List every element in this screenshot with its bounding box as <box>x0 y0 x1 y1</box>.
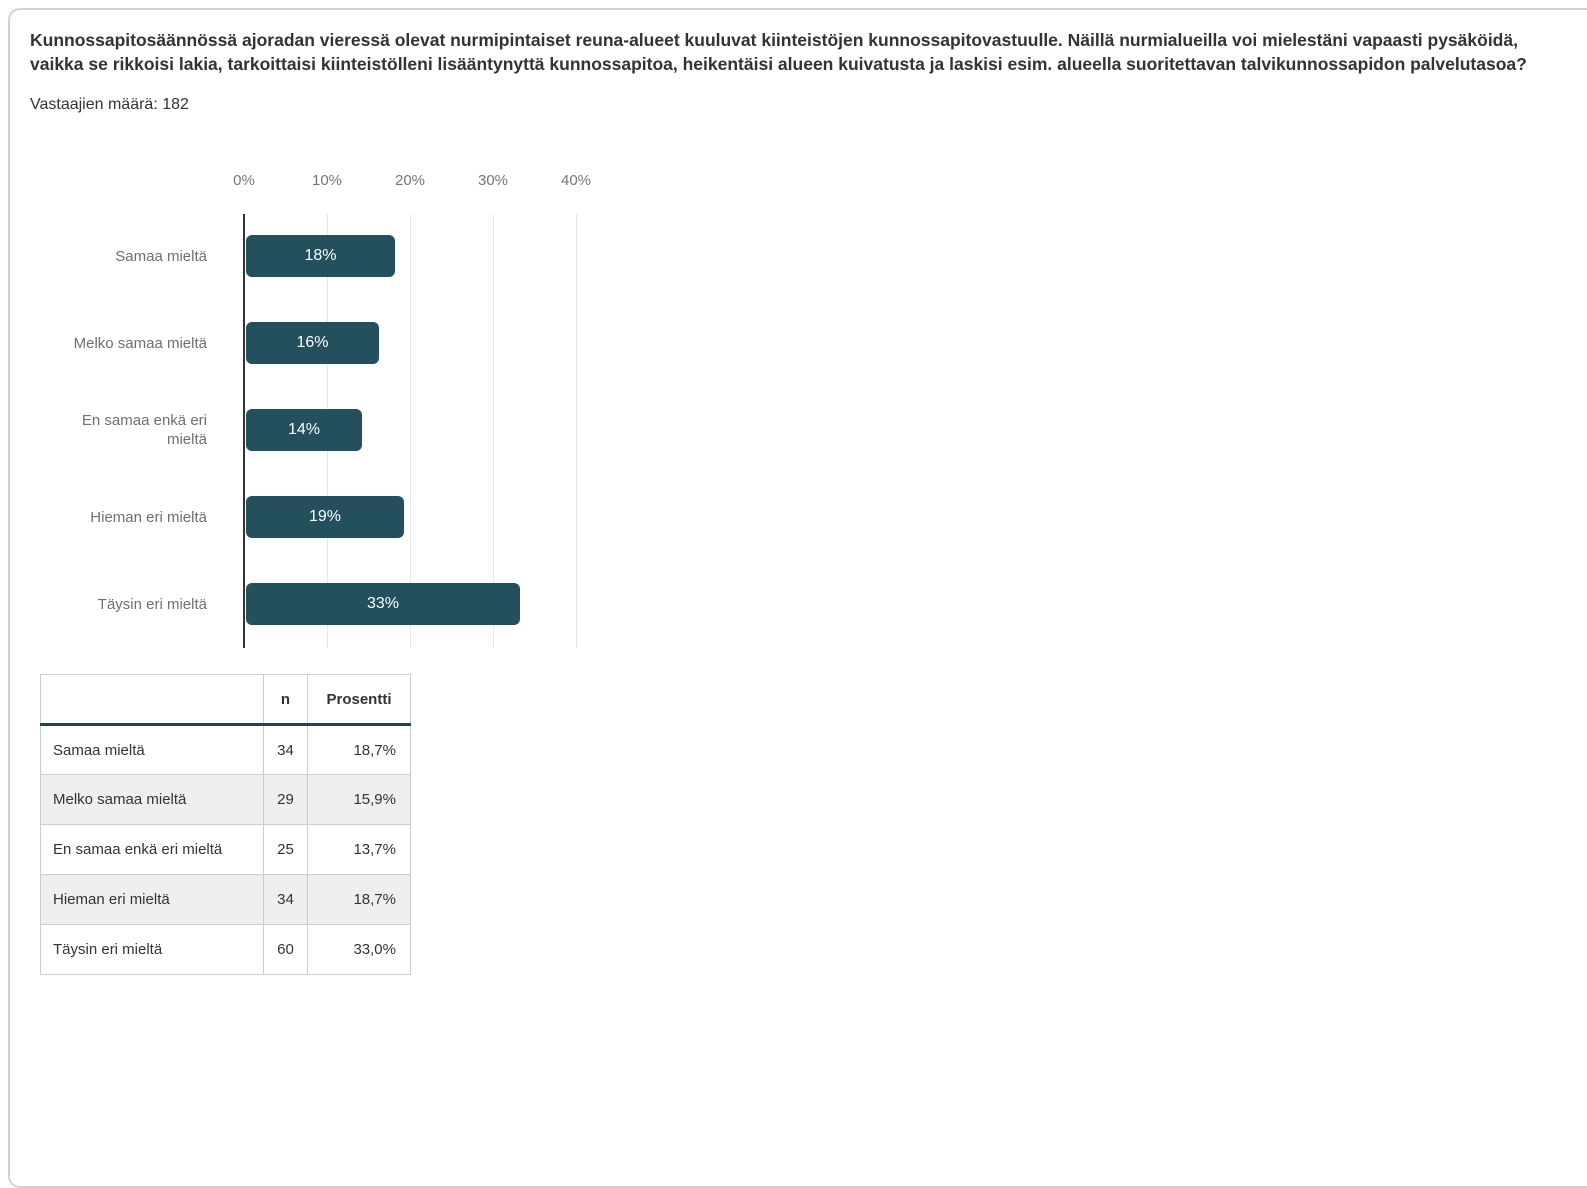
table-cell: 34 <box>264 875 308 925</box>
table-header-row <box>41 675 411 725</box>
table-cell: 18,7% <box>308 725 411 775</box>
table-cell: 29 <box>264 775 308 825</box>
table-header-cell: n <box>264 675 308 725</box>
bar <box>246 322 379 364</box>
bar-value-label: 14% <box>287 421 321 438</box>
table-cell: Melko samaa mieltä <box>41 775 264 825</box>
x-axis-tick-label: 20% <box>394 172 426 189</box>
table-row <box>41 775 411 825</box>
report-content <box>10 10 1587 975</box>
results-table-head <box>41 675 411 725</box>
table-cell: 18,7% <box>308 875 411 925</box>
table-cell: 13,7% <box>308 825 411 875</box>
bar-value-label: 33% <box>366 595 400 612</box>
table-cell: 15,9% <box>308 775 411 825</box>
table-header-cell: Prosentti <box>308 675 411 725</box>
x-axis-tick-label: 0% <box>233 172 255 189</box>
table-cell: Täysin eri mieltä <box>41 925 264 975</box>
bar <box>246 496 404 538</box>
table-cell: 25 <box>264 825 308 875</box>
x-axis-tick-label: 30% <box>477 172 509 189</box>
table-row <box>41 825 411 875</box>
x-axis-tick-label: 10% <box>311 172 343 189</box>
category-label: Täysin eri mieltä <box>97 595 207 613</box>
gridline <box>576 214 577 648</box>
table-header-cell <box>41 675 264 725</box>
table-row <box>41 725 411 775</box>
table-cell: 33,0% <box>308 925 411 975</box>
x-axis-tick-label: 40% <box>560 172 592 189</box>
bar-chart <box>30 166 1587 666</box>
table-cell: Samaa mieltä <box>41 725 264 775</box>
table-cell: 34 <box>264 725 308 775</box>
bar <box>246 409 362 451</box>
table-row <box>41 925 411 975</box>
bar-value-label: 18% <box>304 247 337 264</box>
category-label: Hieman eri mieltä <box>90 508 207 526</box>
table-cell: 60 <box>264 925 308 975</box>
bar <box>246 235 395 277</box>
respondents-count: Vastaajien määrä: 182 <box>30 96 189 113</box>
category-label: Melko samaa mieltä <box>73 334 207 352</box>
report-panel <box>8 8 1587 1188</box>
category-label: En samaa enkä eri mieltä <box>81 412 207 448</box>
bar-value-label: 19% <box>308 508 342 525</box>
category-label: Samaa mieltä <box>115 247 207 265</box>
results-table-body <box>41 725 411 975</box>
results-table <box>40 674 411 975</box>
table-cell: En samaa enkä eri mieltä <box>41 825 264 875</box>
bar-value-label: 16% <box>296 334 329 351</box>
bar <box>246 583 520 625</box>
table-row <box>41 875 411 925</box>
question-title: Kunnossapitosäännössä ajoradan vieressä olevat nurmipintaiset reuna-alueet kuuluvat kiinteistöjen kunnossapitovastuulle. Näillä nurmialueilla voi mielestäni vapaasti pysäköidä, vaikka se rikkoisi lakia, tarkoittaisi kiinteistölleni lisääntynyttä kunnossapitoa, heikentäisi alueen kuivatusta ja laskisi esim. alueella suoritettavan talvikunnossapidon palvelutasoa? <box>30 30 1527 74</box>
y-axis-line <box>243 214 245 648</box>
table-cell: Hieman eri mieltä <box>41 875 264 925</box>
